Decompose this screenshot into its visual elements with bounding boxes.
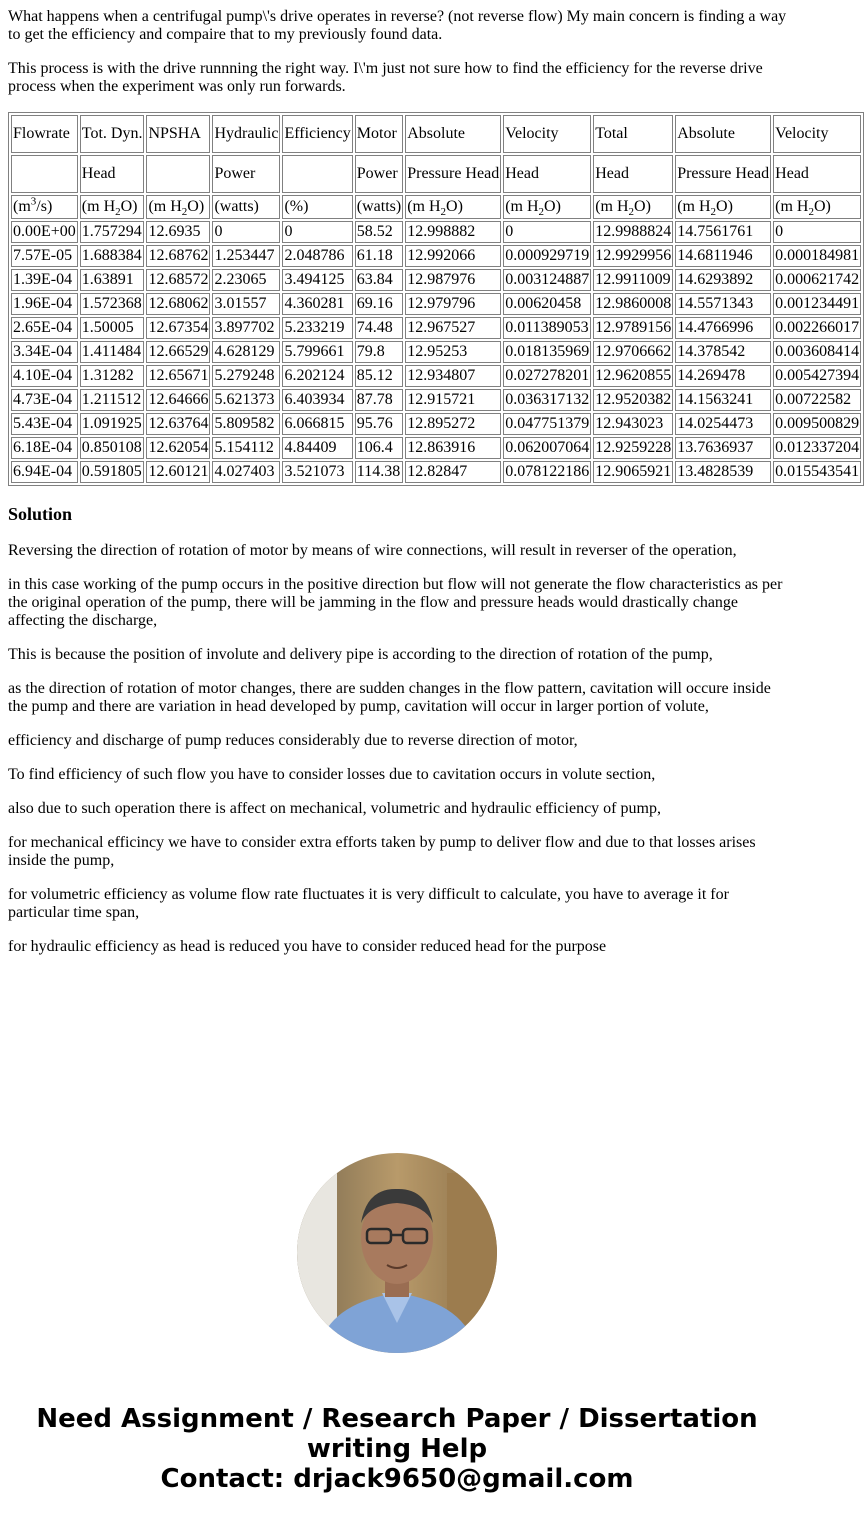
table-cell: 0.000184981 xyxy=(773,245,861,267)
pump-data-table xyxy=(8,112,864,486)
table-cell: 12.915721 xyxy=(405,389,501,411)
table-cell: 0.000621742 xyxy=(773,269,861,291)
table-header-row xyxy=(11,155,861,193)
table-cell: 0 xyxy=(212,221,280,243)
footer-contact: Contact: drjack9650@gmail.com xyxy=(160,1464,634,1494)
table-cell: Hydraulic xyxy=(212,115,280,153)
table-cell: 14.7561761 xyxy=(675,221,771,243)
table-cell: 12.62054 xyxy=(146,437,210,459)
table-cell: (watts) xyxy=(355,195,403,219)
solution-paragraph: for volumetric efficiency as volume flow rate fluctuates it is very difficult to calculate, you have to average it for particular time span, xyxy=(8,886,729,921)
table-cell: 0.078122186 xyxy=(503,461,591,483)
table-cell: Head xyxy=(503,155,591,193)
table-row xyxy=(11,389,861,411)
table-cell: 0 xyxy=(282,221,352,243)
table-cell: 95.76 xyxy=(355,413,403,435)
table-cell: Velocity xyxy=(503,115,591,153)
table-cell: 0.011389053 xyxy=(503,317,591,339)
table-cell: 1.50005 xyxy=(80,317,145,339)
solution-paragraph: in this case working of the pump occurs in the positive direction but flow will not generate the flow characteristics as per the original operation of the pump, there will be jamming in the flow and pressure heads would drastically change affecting the discharge, xyxy=(8,576,783,629)
table-cell: 4.10E-04 xyxy=(11,365,78,387)
table-row xyxy=(11,317,861,339)
table-row xyxy=(11,413,861,435)
table-cell: 58.52 xyxy=(355,221,403,243)
table-cell: 1.31282 xyxy=(80,365,145,387)
table-cell: (m $H_2O$) xyxy=(773,195,861,219)
solution-paragraph: Reversing the direction of rotation of motor by means of wire connections, will result in reverser of the operation, xyxy=(8,542,737,559)
table-cell xyxy=(11,155,78,193)
table-units-row xyxy=(11,195,861,219)
table-cell: (%) xyxy=(282,195,352,219)
table-cell: 12.9706662 xyxy=(593,341,673,363)
table-cell: 12.9911009 xyxy=(593,269,673,291)
table-cell: 12.9259228 xyxy=(593,437,673,459)
table-cell: 14.4766996 xyxy=(675,317,771,339)
table-cell: 0.012337204 xyxy=(773,437,861,459)
table-cell: 1.211512 xyxy=(80,389,145,411)
table-cell: 12.998882 xyxy=(405,221,501,243)
table-cell: Power xyxy=(355,155,403,193)
solution-paragraph: as the direction of rotation of motor changes, there are sudden changes in the flow pattern, cavitation will occure inside the pump and there are variation in head developed by pump, cavitation will occur in larger portion of volute, xyxy=(8,680,771,715)
table-cell: (m $H_2O$) xyxy=(503,195,591,219)
table-cell: 5.154112 xyxy=(212,437,280,459)
avatar-portrait-image xyxy=(297,1153,497,1353)
table-cell: 12.863916 xyxy=(405,437,501,459)
footer-line-2: writing Help xyxy=(306,1434,488,1464)
table-row xyxy=(11,341,861,363)
table-cell: Pressure Head xyxy=(675,155,771,193)
table-cell: 0.027278201 xyxy=(503,365,591,387)
table-cell: 0.009500829 xyxy=(773,413,861,435)
table-cell: 12.895272 xyxy=(405,413,501,435)
table-cell: 6.94E-04 xyxy=(11,461,78,483)
table-cell: 0.062007064 xyxy=(503,437,591,459)
table-cell: 0.001234491 xyxy=(773,293,861,315)
table-row xyxy=(11,461,861,483)
table-row xyxy=(11,437,861,459)
table-cell: 3.897702 xyxy=(212,317,280,339)
table-cell: 0.005427394 xyxy=(773,365,861,387)
table-cell: 12.68062 xyxy=(146,293,210,315)
table-row xyxy=(11,365,861,387)
table-cell: 12.9520382 xyxy=(593,389,673,411)
table-cell: 12.992066 xyxy=(405,245,501,267)
table-cell: 0.003124887 xyxy=(503,269,591,291)
table-cell: 1.63891 xyxy=(80,269,145,291)
table-cell: 85.12 xyxy=(355,365,403,387)
table-row xyxy=(11,245,861,267)
table-cell: 0.00722582 xyxy=(773,389,861,411)
table-cell: 3.521073 xyxy=(282,461,352,483)
table-cell: 12.9988824 xyxy=(593,221,673,243)
table-cell: 12.67354 xyxy=(146,317,210,339)
table-cell: 0.850108 xyxy=(80,437,145,459)
table-cell: Flowrate xyxy=(11,115,78,153)
table-cell: Total xyxy=(593,115,673,153)
table-cell: Head xyxy=(593,155,673,193)
table-cell: 69.16 xyxy=(355,293,403,315)
table-cell: 5.279248 xyxy=(212,365,280,387)
table-cell: 12.934807 xyxy=(405,365,501,387)
footer-banner xyxy=(0,1404,794,1494)
question-paragraph-2: This process is with the drive runnning the right way. I\'m just not sure how to find the efficiency for the reverse drive process when the experiment was only run forwards. xyxy=(8,60,763,95)
table-cell: 5.799661 xyxy=(282,341,352,363)
table-row xyxy=(11,269,861,291)
table-cell: Head xyxy=(80,155,145,193)
table-cell: 63.84 xyxy=(355,269,403,291)
table-cell: Motor xyxy=(355,115,403,153)
table-cell: Power xyxy=(212,155,280,193)
table-cell: 12.967527 xyxy=(405,317,501,339)
table-cell: Efficiency xyxy=(282,115,352,153)
table-cell: 5.233219 xyxy=(282,317,352,339)
author-avatar xyxy=(297,1153,497,1353)
table-cell: 12.65671 xyxy=(146,365,210,387)
table-cell: 79.8 xyxy=(355,341,403,363)
table-cell: 12.9860008 xyxy=(593,293,673,315)
table-cell xyxy=(146,155,210,193)
table-cell: (m $H_2O$) xyxy=(675,195,771,219)
table-cell: 12.9065921 xyxy=(593,461,673,483)
table-cell: 12.9789156 xyxy=(593,317,673,339)
table-cell: (m $H_2O$) xyxy=(146,195,210,219)
table-cell: 0.000929719 xyxy=(503,245,591,267)
footer-line-1: Need Assignment / Research Paper / Dissertation xyxy=(36,1404,758,1434)
table-cell: 12.60121 xyxy=(146,461,210,483)
table-cell: 14.5571343 xyxy=(675,293,771,315)
table-cell: NPSHA xyxy=(146,115,210,153)
table-cell: 0.015543541 xyxy=(773,461,861,483)
table-cell: 5.809582 xyxy=(212,413,280,435)
table-cell: 14.269478 xyxy=(675,365,771,387)
table-cell: 7.57E-05 xyxy=(11,245,78,267)
table-cell: 0.018135969 xyxy=(503,341,591,363)
table-cell: 6.403934 xyxy=(282,389,352,411)
table-cell: 6.18E-04 xyxy=(11,437,78,459)
solution-paragraph: This is because the position of involute and delivery pipe is according to the direction of rotation of the pump, xyxy=(8,646,713,663)
table-cell: 2.048786 xyxy=(282,245,352,267)
table-cell: 6.066815 xyxy=(282,413,352,435)
table-cell: 0 xyxy=(773,221,861,243)
table-cell: Pressure Head xyxy=(405,155,501,193)
table-cell: (watts) xyxy=(212,195,280,219)
table-cell: $(m^3/s)$ xyxy=(11,195,78,219)
table-cell: Tot. Dyn. xyxy=(80,115,145,153)
solution-heading: Solution xyxy=(8,504,73,524)
table-cell: 0.002266017 xyxy=(773,317,861,339)
solution-text xyxy=(8,542,794,956)
table-cell: 106.4 xyxy=(355,437,403,459)
table-cell: (m $H_2O$) xyxy=(593,195,673,219)
table-cell: 1.757294 xyxy=(80,221,145,243)
table-cell: 12.82847 xyxy=(405,461,501,483)
table-cell: 2.65E-04 xyxy=(11,317,78,339)
document-body xyxy=(8,8,860,972)
table-cell: 12.987976 xyxy=(405,269,501,291)
table-cell: (m $H_2O$) xyxy=(80,195,145,219)
table-cell: 61.18 xyxy=(355,245,403,267)
table-cell: 12.9620855 xyxy=(593,365,673,387)
table-cell: 14.0254473 xyxy=(675,413,771,435)
table-cell: 87.78 xyxy=(355,389,403,411)
table-cell: 12.95253 xyxy=(405,341,501,363)
table-cell: 6.202124 xyxy=(282,365,352,387)
table-cell: 14.1563241 xyxy=(675,389,771,411)
solution-paragraph: To find efficiency of such flow you have to consider losses due to cavitation occurs in volute section, xyxy=(8,766,656,783)
table-row xyxy=(11,221,861,243)
table-cell: 0.036317132 xyxy=(503,389,591,411)
table-cell: 0.591805 xyxy=(80,461,145,483)
table-cell: 4.628129 xyxy=(212,341,280,363)
table-cell: 74.48 xyxy=(355,317,403,339)
table-cell: 114.38 xyxy=(355,461,403,483)
table-cell: 13.7636937 xyxy=(675,437,771,459)
table-cell: 1.39E-04 xyxy=(11,269,78,291)
table-cell: 3.494125 xyxy=(282,269,352,291)
solution-paragraph: also due to such operation there is affect on mechanical, volumetric and hydraulic efficiency of pump, xyxy=(8,800,661,817)
table-cell: 12.68572 xyxy=(146,269,210,291)
table-cell: Absolute xyxy=(405,115,501,153)
table-cell: 1.091925 xyxy=(80,413,145,435)
table-cell: 2.23065 xyxy=(212,269,280,291)
table-cell: 12.9929956 xyxy=(593,245,673,267)
table-cell: 13.4828539 xyxy=(675,461,771,483)
table-cell: 4.360281 xyxy=(282,293,352,315)
table-cell: 1.253447 xyxy=(212,245,280,267)
solution-paragraph: efficiency and discharge of pump reduces considerably due to reverse direction of motor, xyxy=(8,732,578,749)
table-cell: 12.979796 xyxy=(405,293,501,315)
data-table-wrapper xyxy=(8,112,860,486)
table-cell: 3.01557 xyxy=(212,293,280,315)
table-cell: 14.6293892 xyxy=(675,269,771,291)
table-cell: 5.43E-04 xyxy=(11,413,78,435)
table-cell: Velocity xyxy=(773,115,861,153)
table-cell: 14.6811946 xyxy=(675,245,771,267)
table-cell: 12.6935 xyxy=(146,221,210,243)
table-cell: 4.73E-04 xyxy=(11,389,78,411)
table-cell: 3.34E-04 xyxy=(11,341,78,363)
table-cell: 12.68762 xyxy=(146,245,210,267)
table-cell: (m $H_2O$) xyxy=(405,195,501,219)
solution-paragraph: for hydraulic efficiency as head is reduced you have to consider reduced head for the purpose xyxy=(8,938,607,955)
table-cell: 0 xyxy=(503,221,591,243)
question-paragraph-1: What happens when a centrifugal pump\'s drive operates in reverse? (not reverse flow) My main concern is finding a way to get the efficiency and compaire that to my previously found data. xyxy=(8,8,787,43)
table-row xyxy=(11,293,861,315)
table-cell: 14.378542 xyxy=(675,341,771,363)
table-cell: 1.96E-04 xyxy=(11,293,78,315)
table-cell: 0.00620458 xyxy=(503,293,591,315)
table-cell: Absolute xyxy=(675,115,771,153)
table-cell: 0.00E+00 xyxy=(11,221,78,243)
table-cell: 12.66529 xyxy=(146,341,210,363)
table-cell xyxy=(282,155,352,193)
table-cell: 12.943023 xyxy=(593,413,673,435)
solution-paragraph: for mechanical efficincy we have to consider extra efforts taken by pump to deliver flow and due to that losses arises inside the pump, xyxy=(8,834,756,869)
table-cell: 4.84409 xyxy=(282,437,352,459)
table-cell: Head xyxy=(773,155,861,193)
table-cell: 12.64666 xyxy=(146,389,210,411)
table-cell: 1.411484 xyxy=(80,341,145,363)
table-cell: 0.047751379 xyxy=(503,413,591,435)
table-cell: 1.572368 xyxy=(80,293,145,315)
table-cell: 4.027403 xyxy=(212,461,280,483)
table-cell: 1.688384 xyxy=(80,245,145,267)
table-cell: 0.003608414 xyxy=(773,341,861,363)
table-cell: 5.621373 xyxy=(212,389,280,411)
table-cell: 12.63764 xyxy=(146,413,210,435)
table-header-row xyxy=(11,115,861,153)
